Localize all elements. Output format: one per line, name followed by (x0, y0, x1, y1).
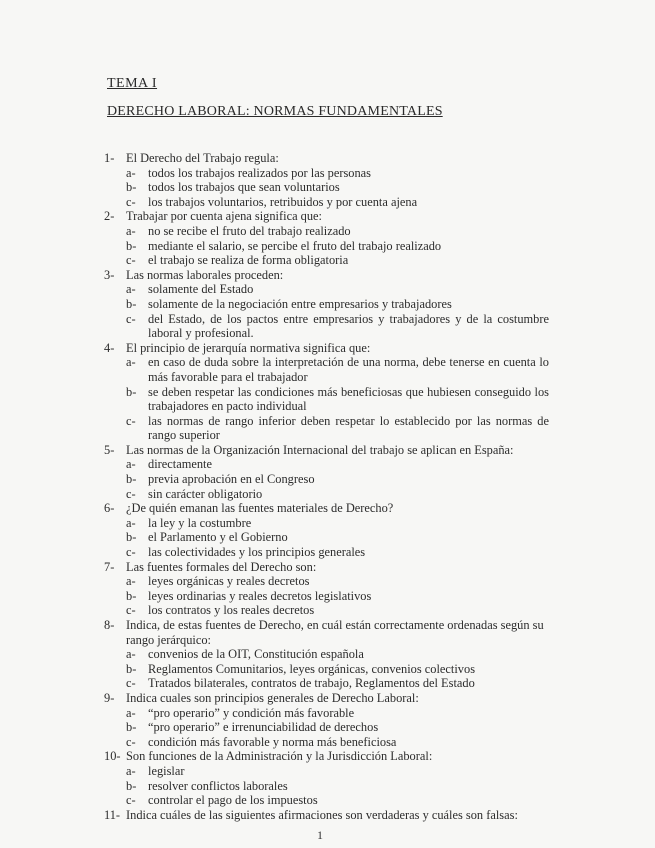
option-letter: a- (126, 705, 136, 720)
question-item (104, 501, 549, 516)
option-letter: c- (126, 253, 136, 268)
option-text: no se recibe el fruto del trabajo realizado (148, 223, 351, 238)
option-letter: a- (126, 574, 136, 589)
question-item (104, 618, 549, 647)
option-text: Reglamentos Comunitarios, leyes orgánicas, convenios colectivos (148, 661, 476, 676)
question-item (104, 808, 549, 823)
option-letter: a- (126, 763, 136, 778)
option-letter: a- (126, 165, 136, 180)
option-letter: c- (126, 545, 136, 560)
option-text: Tratados bilaterales, contratos de trabajo, Reglamentos del Estado (148, 676, 475, 691)
question-number: 10- (104, 749, 121, 764)
option-item (126, 166, 549, 181)
option-letter: b- (126, 384, 137, 399)
option-item (126, 385, 549, 414)
option-item (126, 239, 549, 254)
option-letter: c- (126, 413, 136, 428)
question-text: Trabajar por cuenta ajena significa que: (126, 209, 322, 224)
question-number: 9- (104, 690, 115, 705)
question-number: 3- (104, 267, 115, 282)
question-number: 5- (104, 442, 115, 457)
question-number: 7- (104, 559, 115, 574)
option-item (126, 764, 549, 779)
option-letter: c- (126, 486, 136, 501)
option-text: las colectividades y los principios generales (148, 545, 366, 560)
option-text: solamente de la negociación entre empresarios y trabajadores (148, 296, 452, 311)
option-text: del Estado, de los pactos entre empresarios y trabajadores y de la costumbre laboral y profesional. (148, 311, 549, 341)
question-number: 6- (104, 501, 115, 516)
option-item (126, 676, 549, 691)
option-letter: a- (126, 355, 136, 370)
option-letter: c- (126, 734, 136, 749)
option-item (126, 720, 549, 735)
option-item (126, 603, 549, 618)
option-item (126, 282, 549, 297)
question-text: Indica cuales son principios generales de Derecho Laboral: (126, 690, 419, 705)
option-item (126, 589, 549, 604)
option-letter: a- (126, 647, 136, 662)
option-letter: c- (126, 603, 136, 618)
question-number: 4- (104, 340, 115, 355)
question-number: 2- (104, 209, 115, 224)
option-text: todos los trabajos que sean voluntarios (148, 180, 340, 195)
page-title: DERECHO LABORAL: NORMAS FUNDAMENTALES (107, 104, 443, 119)
option-text: leyes ordinarias y reales decretos legislativos (148, 588, 372, 603)
option-item (126, 195, 549, 210)
question-item (104, 691, 549, 706)
option-item (126, 180, 549, 195)
option-text: controlar el pago de los impuestos (148, 793, 318, 808)
question-text: Indica cuáles de las siguientes afirmaciones son verdaderas y cuáles son falsas: (126, 807, 518, 822)
option-item (126, 253, 549, 268)
question-item (104, 341, 549, 356)
option-item (126, 224, 549, 239)
option-item (126, 735, 549, 750)
question-text: Indica, de estas fuentes de Derecho, en cuál están correctamente ordenadas según su rango jerárquico: (126, 618, 544, 647)
option-letter: b- (126, 530, 137, 545)
option-item (126, 779, 549, 794)
option-text: convenios de la OIT, Constitución española (148, 647, 364, 662)
option-text: el Parlamento y el Gobierno (148, 530, 288, 545)
option-item (126, 516, 549, 531)
option-item (126, 706, 549, 721)
option-text: “pro operario” y condición más favorable (148, 705, 355, 720)
option-text: todos los trabajos realizados por las personas (148, 165, 371, 180)
option-item (126, 545, 549, 560)
option-letter: b- (126, 180, 137, 195)
option-letter: b- (126, 472, 137, 487)
option-letter: a- (126, 282, 136, 297)
question-item (104, 268, 549, 283)
question-text: ¿De quién emanan las fuentes materiales de Derecho? (126, 501, 394, 516)
option-item (126, 312, 549, 341)
option-text: directamente (148, 457, 212, 472)
question-text: Las normas laborales proceden: (126, 267, 284, 282)
page-number: 1 (317, 828, 323, 842)
option-letter: b- (126, 588, 137, 603)
question-number: 11- (104, 807, 121, 822)
option-letter: c- (126, 793, 136, 808)
question-text: El Derecho del Trabajo regula: (126, 151, 279, 165)
option-letter: a- (126, 223, 136, 238)
option-text: las normas de rango inferior deben respetar lo establecido por las normas de rango superior (148, 413, 549, 443)
option-item (126, 647, 549, 662)
option-letter: c- (126, 676, 136, 691)
option-letter: c- (126, 194, 136, 209)
question-text: Las normas de la Organización Internacional del trabajo se aplican en España: (126, 442, 514, 457)
option-item (126, 457, 549, 472)
option-item (126, 662, 549, 677)
option-text: la ley y la costumbre (148, 515, 252, 530)
option-text: legislar (148, 763, 185, 778)
option-item (126, 355, 549, 384)
option-letter: b- (126, 778, 137, 793)
question-number: 8- (104, 618, 115, 632)
question-text: El principio de jerarquía normativa significa que: (126, 340, 371, 355)
option-text: sin carácter obligatorio (148, 486, 263, 501)
chapter-label: TEMA I (107, 76, 158, 91)
option-text: en caso de duda sobre la interpretación de una norma, debe tenerse en cuenta lo más favorable para el trabajador (148, 355, 549, 384)
question-text: Las fuentes formales del Derecho son: (126, 559, 317, 574)
option-text: “pro operario” e irrenunciabilidad de derechos (148, 720, 379, 735)
question-item (104, 560, 549, 575)
option-text: leyes orgánicas y reales decretos (148, 574, 310, 589)
option-item (126, 297, 549, 312)
option-text: mediante el salario, se percibe el fruto del trabajo realizado (148, 238, 442, 253)
option-text: el trabajo se realiza de forma obligatoria (148, 253, 349, 268)
option-letter: b- (126, 238, 137, 253)
option-letter: b- (126, 720, 137, 735)
option-item (126, 414, 549, 443)
option-text: condición más favorable y norma más beneficiosa (148, 734, 397, 749)
option-item (126, 472, 549, 487)
option-text: los contratos y los reales decretos (148, 603, 315, 618)
option-text: previa aprobación en el Congreso (148, 472, 315, 487)
option-letter: b- (126, 296, 137, 311)
option-text: solamente del Estado (148, 282, 254, 297)
option-letter: b- (126, 661, 137, 676)
question-list (104, 151, 549, 822)
option-item (126, 530, 549, 545)
option-item (126, 487, 549, 502)
option-text: resolver conflictos laborales (148, 778, 288, 793)
option-item (126, 574, 549, 589)
option-text: se deben respetar las condiciones más beneficiosas que hubiesen conseguido los trabajadores en pacto individual (148, 384, 549, 414)
option-letter: c- (126, 311, 136, 326)
question-item (104, 443, 549, 458)
question-item (104, 749, 549, 764)
option-item (126, 793, 549, 808)
question-text: Son funciones de la Administración y la Jurisdicción Laboral: (126, 749, 433, 764)
question-number: 1- (104, 151, 115, 165)
question-item (104, 151, 549, 166)
option-letter: a- (126, 457, 136, 472)
option-text: los trabajos voluntarios, retribuidos y por cuenta ajena (148, 194, 418, 209)
option-letter: a- (126, 515, 136, 530)
question-item (104, 209, 549, 224)
